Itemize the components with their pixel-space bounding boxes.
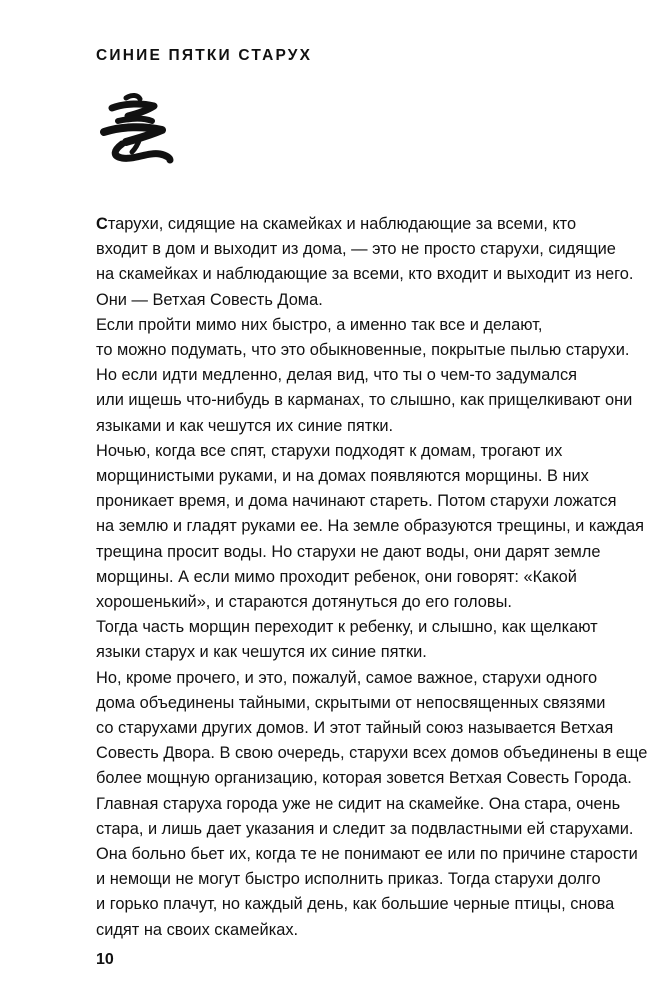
paragraph <box>48 439 645 615</box>
chapter-title: СИНИЕ ПЯТКИ СТАРУХ <box>96 47 313 64</box>
text-line: на землю и гладят руками ее. На земле образуются трещины, и каждая <box>96 517 645 536</box>
paragraph <box>48 212 638 313</box>
page-number: 10 <box>96 951 114 968</box>
text-line: входит в дом и выходит из дома, — это не просто старухи, сидящие <box>96 240 616 259</box>
paragraph <box>48 363 638 439</box>
text-line: Они — Ветхая Совесть Дома. <box>96 290 323 309</box>
text-line: языки старух и как чешутся их синие пятки. <box>96 643 427 662</box>
text-line: Главная старуха города уже не сидит на скамейке. Она стара, очень <box>96 794 621 813</box>
text-line: языками и как чешутся их синие пятки. <box>96 416 394 435</box>
text-line: тарухи, сидящие на скамейках и наблюдающие за всеми, кто <box>107 215 577 233</box>
text-line: сидят на своих скамейках. <box>96 920 299 939</box>
paragraph <box>48 313 638 363</box>
text-line: трещина просит воды. Но старухи не дают воды, они дарят земле <box>96 542 601 561</box>
text-line: Ночью, когда все спят, старухи подходят к домам, трогают их <box>96 441 563 460</box>
calligraphic-glyph-icon <box>96 92 174 164</box>
drop-cap: С <box>96 215 108 233</box>
text-line: более мощную организацию, которая зовется Ветхая Совесть Города. <box>96 769 632 788</box>
text-line: на скамейках и наблюдающие за всеми, кто входит и выходит из него. <box>96 265 634 284</box>
text-line: дома объединены тайными, скрытыми от непосвященных связями <box>96 693 606 712</box>
text-line: Но если идти медленно, делая вид, что ты о чем-то задумался <box>96 366 578 385</box>
text-line: проникает время, и дома начинают стареть. Потом старухи ложатся <box>96 492 617 511</box>
paragraph <box>48 615 638 665</box>
text-line: Совесть Двора. В свою очередь, старухи всех домов объединены в еще <box>96 744 648 763</box>
text-line: хорошенький», и стараются дотянуться до его головы. <box>96 593 512 612</box>
text-line: Она больно бьет их, когда те не понимают ее или по причине старости <box>96 845 638 864</box>
body-text <box>48 212 648 943</box>
text-line: морщины. А если мимо проходит ребенок, они говорят: «Какой <box>96 567 577 586</box>
text-line: и немощи не могут быстро исполнить приказ. Тогда старухи долго <box>96 870 601 889</box>
text-line: Но, кроме прочего, и это, пожалуй, самое важное, старухи одного <box>96 668 598 687</box>
text-line: то можно подумать, что это обыкновенные, покрытые пылью старухи. <box>96 341 630 360</box>
text-line: или ищешь что-нибудь в карманах, то слышно, как прищелкивают они <box>96 391 633 410</box>
text-line: стара, и лишь дает указания и следит за подвластными ей старухами. <box>96 819 634 838</box>
text-line: Если пройти мимо них быстро, а именно так все и делают, <box>96 315 543 334</box>
text-line: и горько плачут, но каждый день, как большие черные птицы, снова <box>96 895 615 914</box>
text-line: Тогда часть морщин переходит к ребенку, и слышно, как щелкают <box>96 618 598 637</box>
paragraph <box>48 666 648 943</box>
text-line: со старухами других домов. И этот тайный союз называется Ветхая <box>96 719 614 738</box>
text-line: морщинистыми руками, и на домах появляются морщины. В них <box>96 467 589 486</box>
